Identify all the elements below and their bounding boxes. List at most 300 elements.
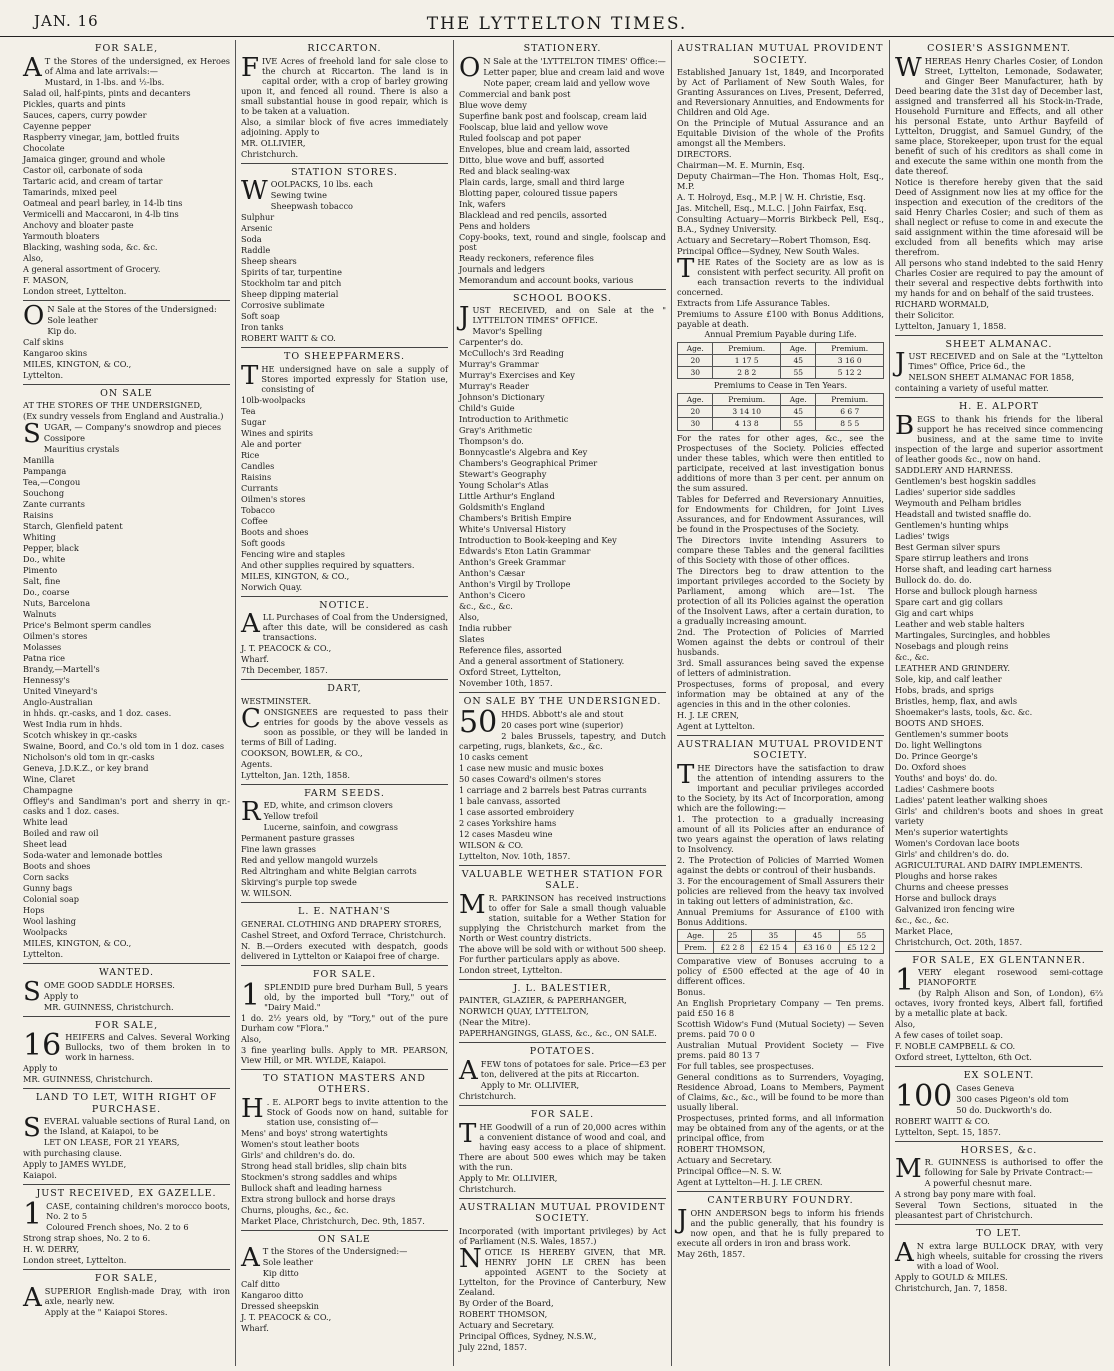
ad-line: Also, (459, 612, 480, 623)
table-cell: £5 12 2 (839, 941, 883, 953)
drop-capital: J (895, 348, 906, 379)
ad-line: Letter paper, blue and cream laid and wove (483, 66, 665, 77)
ad-body (23, 1197, 230, 1266)
table-cell: £2 2 8 (714, 941, 752, 953)
ad-line: For the rates for other ages, &c., see the Prospectuses of the Society. Policies effected under these tables, which were then entitled to participate, received at last investigation bonus additions of more than 3 per cent. per annum on the sum assured. (677, 432, 884, 493)
drop-capital: M (459, 889, 486, 920)
advertisement (895, 952, 1103, 1068)
advertisement (459, 40, 666, 290)
table-cell: Age. (780, 342, 815, 354)
ad-heading: COSIER'S ASSIGNMENT. (927, 43, 1071, 54)
ad-line: SOME GOOD SADDLE HORSES. (23, 976, 175, 1007)
ad-line: ASUPERIOR English-made Dray, with iron axle, nearly new. (23, 1282, 230, 1313)
ad-heading: FOR SALE. (530, 1109, 595, 1121)
ad-line: THE Goodwill of a run of 20,000 acres within a convenient distance of wood and coal, and having easy access to a place of shipment. There are about 500 ewes which may be taken with the run. (459, 1118, 666, 1172)
ad-line: Anthon's Greek Grammar (459, 557, 566, 568)
large-numeral: 16 (23, 1028, 62, 1064)
ad-line: Wharf. (241, 654, 269, 665)
ad-line: Sugar (241, 416, 266, 427)
ad-line: Nuts, Barcelona (23, 598, 91, 609)
ad-line: Edwards's Eton Latin Grammar (459, 546, 591, 557)
ad-line: NOTICE IS HEREBY GIVEN, that MR. HENRY JOHN LE CREN has been appointed AGENT to the Society at Lyttelton, for the Province of Canterbury, New Zealand. (459, 1243, 666, 1297)
ad-heading: FOR SALE, (94, 1019, 159, 1031)
ad-line: Pampanga (23, 466, 67, 477)
ad-line: Wool lashing (23, 916, 77, 927)
ad-heading: HORSES, &c. (960, 1144, 1038, 1156)
ad-line: Boiled and raw oil (23, 828, 99, 839)
ad-heading: FARM SEEDS. (304, 787, 385, 799)
ad-line: ROBERT THOMSON, (677, 1143, 766, 1154)
ad-line: Soda-water and lemonade bottles (23, 850, 163, 861)
advertisement-columns (18, 40, 1110, 1366)
ad-line: United Vineyard's (23, 686, 98, 697)
ad-line: AFEW tons of potatoes for sale. Price—£3 per ton, delivered at the pits at Riccarton. (459, 1056, 666, 1087)
ad-line: Do., coarse (23, 587, 70, 598)
ad-line: Soft soap (241, 311, 280, 322)
ad-line: Salt, fine (23, 576, 61, 587)
ad-line: DIRECTORS. (677, 149, 732, 160)
advertisement (241, 597, 448, 681)
ad-line: White's Universal History (459, 524, 566, 535)
advertisement (241, 680, 448, 785)
ad-line: Tartaric acid, and cream of tartar (23, 175, 163, 186)
ad-line: The Directors beg to draw attention to the important privileges accorded to the Society by Parliament, among which are—1st. The protection of all its Policies against the operation of the Insolvent Laws, after a certain duration, to a gradually increasing amount. (677, 565, 884, 626)
ad-line: Gig and cart whips (895, 607, 974, 618)
ad-line: Tea,—Congou (23, 477, 81, 488)
ad-line: Apply to (43, 990, 79, 1001)
ad-line: with purchasing clause. (23, 1148, 122, 1159)
ad-line: RICHARD WORMALD, (895, 298, 989, 309)
ad-line: Ale and porter (241, 438, 302, 449)
ad-line: Manilla (23, 455, 55, 466)
ad-line: Horse and bullock plough harness (895, 585, 1038, 596)
ad-line: May 26th, 1857. (677, 1248, 746, 1259)
advertisement (677, 1192, 884, 1263)
ad-line: MILES, KINGTON, & CO., (23, 358, 132, 369)
ad-line: Hennessy's (23, 675, 70, 686)
drop-capital: T (677, 254, 695, 285)
ad-heading: FOR SALE, (94, 1273, 159, 1285)
ad-line: Girls' and children's boots and shoes in great variety (895, 805, 1103, 826)
drop-capital: A (23, 52, 42, 83)
ad-line: Established January 1st, 1849, and Incorporated by Act of Parliament of New South Wales, for Granting Assurances on Lives, Present, Deferred, and Reversionary Annuities, and Endowments for Children and Old Age. (677, 67, 884, 118)
ad-line: Do., white (23, 554, 66, 565)
ad-heading: STATION STORES. (291, 166, 398, 178)
ad-line: London street, Lyttelton. (459, 964, 563, 975)
ad-line: Girls' and children's do. do. (895, 848, 1010, 859)
ad-line: MILES, KINGTON, & CO., (241, 570, 350, 581)
ad-line: Murray's Reader (459, 381, 529, 392)
ad-line: GENERAL CLOTHING AND DRAPERY STORES, (241, 919, 442, 930)
ad-line: Raisins (23, 510, 54, 521)
ad-line: Shoemaker's lasts, tools, &c. &c. (895, 706, 1033, 717)
ad-line: Norwich Quay. (241, 581, 303, 592)
ad-line: J. T. PEACOCK & CO., (241, 1312, 332, 1323)
ad-line: Walnuts (23, 609, 57, 620)
ad-line: Sheep shears (241, 256, 297, 267)
ad-line: Corn sacks (23, 872, 69, 883)
ad-line: Also, (895, 1019, 916, 1030)
advertisement (241, 1070, 448, 1231)
drop-capital: A (241, 1243, 260, 1274)
advertisement (23, 301, 230, 385)
ad-line: London street, Lyttelton. (23, 285, 127, 296)
ad-line: SPLENDID pure bred Durham Bull, 5 years old, by the imported bull "Tory," out of "Dairy Maid." (264, 981, 448, 1012)
ad-line: Oxford Street, Lyttelton, (459, 667, 562, 678)
ad-line: (by Ralph Alison and Son, of London), 6⅔ octaves, ivory fronted keys, Albert fall, fortified by a metallic plate at back. (895, 988, 1103, 1019)
advertisement (23, 385, 230, 965)
ad-line: CASE, containing children's morocco boots, No. 2 to 5 (46, 1201, 230, 1222)
ad-line: Lyttelton, Jan. 12th, 1858. (241, 769, 350, 780)
advertisement (241, 785, 448, 904)
table-cell: 6 6 7 (816, 406, 884, 418)
ad-line: Actuary and Secretary. (459, 1319, 555, 1330)
ad-heading: FOR SALE, EX GLENTANNER. (912, 954, 1086, 966)
ad-line: W. WILSON. (241, 888, 292, 899)
ad-line: Permanent pasture grasses (241, 833, 355, 844)
ad-line: (Near the Mitre). (459, 1017, 531, 1028)
ad-line: All persons who stand indebted to the said Henry Charles Cosier are required to pay the amount of their several and respective debts forthwith into my hands for and on behalf of the said trustees. (895, 257, 1103, 298)
ad-line: Tobacco (241, 504, 275, 515)
ad-line: A general assortment of Grocery. (23, 263, 161, 274)
ad-line: 50 do. Duckworth's do. (956, 1104, 1053, 1115)
ad-line: Sole, kip, and calf leather (895, 673, 1002, 684)
table-cell: Premium. (713, 394, 781, 406)
ad-line: Little Arthur's England (459, 491, 555, 502)
rate-table (677, 393, 884, 430)
ad-line: Dressed sheepskin (241, 1301, 319, 1312)
ad-line: Women's Cordovan lace boots (895, 837, 1020, 848)
ad-line: Gunny bags (23, 883, 73, 894)
table-cell: Age. (678, 394, 713, 406)
ad-line: Nicholson's old tom in qr.-casks (23, 752, 155, 763)
ad-line: Tables for Deferred and Reversionary Annuities, for Endowments for Children, for Joint Lives Assurances, and for Endowment Assurances, will be found in the Prospectuses of the Society. (677, 493, 884, 534)
ad-line: Christchurch, Oct. 20th, 1857. (895, 936, 1023, 947)
drop-capital: S (23, 976, 41, 1007)
advertisement (23, 1017, 230, 1090)
ad-heading: RICCARTON. (307, 43, 382, 54)
ad-line: Agent at Lyttelton—H. J. LE CREN. (677, 1176, 823, 1187)
advertisement (23, 1089, 230, 1185)
ad-line: O N Sale at the Stores of the Undersigned: (23, 300, 217, 331)
table-cell: Age. (678, 929, 714, 941)
ad-line: Boots and shoes (241, 526, 309, 537)
ad-line: Extra strong bullock and horse drays (241, 1193, 396, 1204)
ad-line: Cases Geneva (956, 1082, 1015, 1093)
ad-line: Blue wove demy (459, 99, 527, 110)
ad-heading: L. E. NATHAN'S (298, 906, 391, 918)
ad-heading: JUST RECEIVED, EX GAZELLE. (36, 1188, 217, 1200)
ad-heading: CANTERBURY FOUNDRY. (707, 1194, 854, 1206)
table-cell: £3 16 0 (795, 941, 839, 953)
ad-heading: J. L. BALESTIER, (513, 982, 612, 994)
ad-line: A. T. Holroyd, Esq., M.P. | W. H. Christie, Esq. (677, 192, 866, 203)
ad-line: Sole leather (262, 1257, 314, 1268)
ad-line: On the Principle of Mutual Assurance and an Equitable Division of the whole of the Profits amongst all the Members. (677, 118, 884, 149)
ad-line: Principal Office—N. S. W. (677, 1165, 782, 1176)
advertisement (23, 1270, 230, 1321)
drop-capital: C (241, 703, 261, 734)
ad-line: Ready reckoners, reference files (459, 252, 594, 263)
ad-line: Churns and cheese presses (895, 881, 1009, 892)
ad-line: Lyttelton, Sept. 15, 1857. (895, 1126, 1001, 1137)
ad-line: 3 fine yearling bulls. Apply to MR. PEARSON, View Hill, or MR. WYLDE, Kaiapoi. (241, 1044, 448, 1065)
ad-line: 2 bales Brussels, tapestry, and Dutch carpeting, rugs, blankets, &c., &c. (459, 730, 666, 751)
ad-line: Kaiapoi. (23, 1170, 57, 1181)
ad-line: Oilmen's stores (23, 631, 88, 642)
ad-line: their Solicitor. (895, 309, 955, 320)
ad-line: Raddle (241, 245, 271, 256)
ad-line: AGRICULTURAL AND DAIRY IMPLEMENTS. (895, 859, 1083, 870)
table-caption: Premiums to Cease in Ten Years. (713, 381, 847, 391)
ad-line: Also, a similar block of five acres immediately adjoining. Apply to (241, 116, 448, 137)
ad-line: HEIFERS and Calves. Several Working Bullocks, two of them broken in to work in harness. (65, 1032, 230, 1063)
ad-line: India rubber (459, 623, 512, 634)
table-cell: 35 (751, 929, 795, 941)
advertisement (895, 1067, 1103, 1142)
ad-line: 2 cases Yorkshire hams (459, 817, 557, 828)
ad-line: 2. The Protection of Policies of Married Women against the debts or controul of their husbands. (677, 854, 884, 875)
table-cell: 55 (780, 367, 815, 379)
ad-line: Plain cards, large, small and third large (459, 176, 625, 187)
ad-line: Yellow trefoil (263, 811, 319, 822)
ad-line: Incorporated (with important privileges) by Act of Parliament (N.S. Wales, 1857.) (459, 1225, 666, 1246)
ad-line: Also, (23, 252, 44, 263)
ad-line: Goldsmith's England (459, 502, 546, 513)
ad-line: Commercial and bank post (459, 88, 571, 99)
ad-line: Pens and holders (459, 220, 531, 231)
ad-line: Chocolate (23, 142, 65, 153)
ad-line: Red and yellow mangold wurzels (241, 855, 378, 866)
advertisement (241, 40, 448, 164)
ad-line: Yarmouth bloaters (23, 230, 100, 241)
ad-line: MR. GUINNESS, Christchurch. (23, 1074, 153, 1085)
ad-heading: ON SALE BY THE UNDERSIGNED. (463, 696, 662, 708)
ad-line: THE undersigned have on sale a supply of Stores imported expressly for Station use, consisting of (241, 360, 448, 394)
ad-line: Apply to Mr. OLLIVIER, (480, 1080, 580, 1091)
table-cell: 45 (795, 929, 839, 941)
ad-line: Red Altringham and white Belgian carrots (241, 866, 417, 877)
ad-line: Lyttelton, Nov. 10th, 1857. (459, 850, 571, 861)
ad-line: COOKSON, BOWLER, & CO., (241, 747, 363, 758)
ad-line: Mauritius crystals (43, 444, 120, 455)
ad-line: An English Proprietary Company — Ten prems. paid £50 16 8 (677, 997, 884, 1018)
ad-line: Souchong (23, 488, 65, 499)
ad-line: Starch, Glenfield patent (23, 521, 123, 532)
ad-line: Ladies' superior side saddles (895, 486, 1016, 497)
ad-line: Blacklead and red pencils, assorted (459, 209, 607, 220)
advertisement (895, 336, 1103, 399)
drop-capital: W (895, 52, 922, 83)
ad-line: Iron tanks (241, 322, 284, 333)
drop-capital: S (23, 1113, 41, 1144)
ad-line: Apply to Mr. OLLIVIER, (459, 1172, 558, 1183)
ad-line: Notice is therefore hereby given that the said Deed of Assignment now lies at my office for the inspection and execution of the creditors of the said Henry Charles Cosier; and such of them as shall neglect or refuse to come in and execute the said assignment within the time aforesaid will be excluded from all benefits which may arise therefrom. (895, 176, 1104, 257)
ad-line: Chambers's British Empire (459, 513, 572, 524)
ad-line: WHEREAS Henry Charles Cosier, of London Street, Lyttelton, Lemonade, Sodawater, and Ginger Beer Manufacturer, hath by Deed bearing date the 31st day of December last, assigned and transferred all his Stock-in-Trade, Household Furniture and Effects, and all other his personal Estate, unto Arthur Bayfeild of Lyttelton, Druggist, and Samuel Gundry, of the same place, Storekeeper, upon trust for the equal benefit of such of his creditors as shall come in and execute the same within one month from the date thereof. (895, 52, 1103, 176)
ad-line: Do. light Wellingtons (895, 739, 982, 750)
ad-line: Headstall and twisted snaffle do. (895, 508, 1032, 519)
ad-heading: FOR SALE, (94, 43, 159, 54)
ad-line: Introduction to Arithmetic (459, 414, 569, 425)
ad-line: Coloured French shoes, No. 2 to 6 (46, 1222, 189, 1233)
drop-capital: T (241, 360, 259, 391)
table-cell: 55 (780, 418, 815, 430)
drop-capital: A (459, 1056, 478, 1087)
ad-line: Skirving's purple top swede (241, 877, 357, 888)
drop-capital: W (241, 176, 268, 207)
ad-line: Comparative view of Bonuses accruing to a policy of £500 effected at the age of 40 in different offices. (677, 955, 884, 986)
ad-line: Fencing wire and staples (241, 548, 345, 559)
ad-line: THE Rates of the Society are as low as is consistent with perfect security. All profit on each transaction reverts to the individual concerned. (677, 254, 884, 298)
advertisement (459, 693, 666, 866)
ad-line: Vermicelli and Maccaroni, in 4-lb tins (23, 208, 179, 219)
ad-line: containing a variety of useful matter. (895, 383, 1049, 394)
ad-line: Murray's Grammar (459, 359, 539, 370)
large-numeral: 1 (895, 963, 915, 999)
ad-line: Tamarinds, mixed peel (23, 186, 118, 197)
table-cell: 20 (678, 355, 713, 367)
ad-line: Bullock shaft and leading harness (241, 1182, 382, 1193)
ad-heading: STATIONERY. (523, 43, 602, 54)
ad-line: NORWICH QUAY, LYTTELTON, (459, 1006, 589, 1017)
ad-line: 20 cases port wine (superior) (501, 719, 624, 730)
table-cell: Prem. (678, 941, 714, 953)
table-cell: 1 17 5 (713, 355, 781, 367)
ad-line: Market Place, Christchurch, Dec. 9th, 1857. (241, 1215, 425, 1226)
ad-line: Cashel Street, and Oxford Terrace, Christchurch. (241, 930, 446, 941)
ad-line: Lyttelton. (23, 949, 64, 960)
ad-line: Several Town Sections, situated in the pleasantest part of Christchurch. (895, 1200, 1103, 1221)
advertisement (895, 1225, 1103, 1297)
drop-capital: M (895, 1154, 922, 1185)
ad-line: BOOTS AND SHOES. (895, 717, 984, 728)
advertisement (459, 980, 666, 1044)
ad-line: Bullock do. do. do. (895, 574, 972, 585)
ad-line: Calf skins (23, 336, 64, 347)
advertisement (241, 966, 448, 1070)
ad-line: Foolscap, blue laid and yellow wove (459, 121, 609, 132)
ad-line: The above will be sold with or without 500 sheep. For further particulars apply as above. (459, 943, 666, 964)
ad-line: WESTMINSTER. (241, 695, 312, 706)
ad-line: General conditions as to Surrenders, Voyaging, Residence Abroad, Loans to Members, Payment of Claims, &c., &c., will be found to be more than usually liberal. (677, 1071, 884, 1112)
ad-line: Molasses (23, 642, 62, 653)
ad-line: A strong bay pony mare with foal. (895, 1189, 1036, 1200)
ad-line: Scotch whiskey in qr.-casks (23, 730, 137, 741)
ad-line: SADDLERY AND HARNESS. (895, 464, 1013, 475)
ad-line: (Ex sundry vessels from England and Australia.) (23, 411, 224, 422)
ad-heading: FOR SALE. (312, 969, 377, 981)
ad-line: Reference files, assorted (459, 645, 562, 656)
ad-body (23, 1028, 230, 1085)
ad-heading: SHEET ALMANAC. (945, 338, 1053, 350)
large-numeral: 1 (23, 1197, 43, 1233)
ad-line: Wharf. (241, 1323, 269, 1334)
ad-line: Oatmeal and pearl barley, in 14-lb tins (23, 197, 183, 208)
ad-line: WOOLPACKS, 10 lbs. each (241, 176, 374, 207)
advertisement (459, 1043, 666, 1106)
advertisement (241, 1231, 448, 1338)
ad-line: Anthon's Virgil by Trollope (459, 579, 571, 590)
ad-line: M R. PARKINSON has received instructions to offer for Sale a small though valuable station, suitable for a Wether Station for supplying the Christchurch market from the North or West country districts. (459, 889, 666, 943)
ad-line: MR. GUINNESS, Christchurch. (43, 1001, 174, 1012)
ad-line: And other supplies required by squatters. (241, 559, 415, 570)
rate-table (677, 342, 884, 379)
column-4 (672, 40, 890, 1366)
ad-line: Offley's and Sandiman's port and sherry in qr.-casks and 1 doz. cases. (23, 796, 230, 817)
table-cell: £2 15 4 (751, 941, 795, 953)
ad-line: VERY elegant rosewood semi-cottage PIANOFORTE (918, 967, 1103, 988)
ad-line: SUGAR, — Company's snowdrop and pieces (23, 419, 222, 450)
ad-line: Carpenter's do. (459, 337, 524, 348)
ad-line: 1. The protection to a gradually increasing amount of all its Policies after an endurance of two years against the operation of laws relating to Insolvency. (677, 813, 884, 854)
table-cell: 4 13 8 (713, 418, 781, 430)
ad-line: Hops (23, 905, 45, 916)
table-cell: Age. (780, 394, 815, 406)
ad-line: Bonus. (677, 986, 706, 997)
ad-line: &c., &c. (895, 651, 930, 662)
ad-line: Pimento (23, 565, 58, 576)
ad-line: 1 bale canvass, assorted (459, 795, 561, 806)
drop-capital: J (459, 302, 470, 333)
drop-capital: A (241, 609, 260, 640)
ad-line: A powerful chesnut mare. (924, 1178, 1032, 1189)
column-5 (890, 40, 1108, 1366)
ad-body (895, 1078, 1103, 1137)
ad-line: For full tables, see prospectuses. (677, 1060, 814, 1071)
advertisement (459, 866, 666, 980)
ad-line: Jamaica ginger, ground and whole (23, 153, 166, 164)
ad-line: Candles (241, 460, 275, 471)
ad-line: Women's stout leather boots (241, 1138, 360, 1149)
ad-line: Mavor's Spelling (472, 326, 543, 337)
ad-heading: TO SHEEPFARMERS. (284, 351, 405, 363)
ad-line: Gentlemen's hunting whips (895, 519, 1009, 530)
ad-line: Kip ditto (262, 1268, 299, 1279)
ad-line: Weymouth and Pelham bridles (895, 497, 1022, 508)
ad-line: F. MASON, (23, 274, 69, 285)
ad-line: in hhds. qr.-casks, and 1 doz. cases. (23, 708, 172, 719)
ad-line: Leather and web stable halters (895, 618, 1025, 629)
table-cell: 20 (678, 406, 713, 418)
ad-line: LET ON LEASE, FOR 21 YEARS, (43, 1137, 180, 1148)
ad-line: Bonnycastle's Algebra and Key (459, 447, 588, 458)
ad-line: Stockmen's strong saddles and whips (241, 1171, 397, 1182)
drop-capital: O (23, 300, 45, 331)
ad-line: Christchurch. (459, 1183, 517, 1194)
ad-line: Ladies' patent leather walking shoes (895, 794, 1048, 805)
ad-line: Wine, Claret (23, 774, 76, 785)
ad-line: JOHN ANDERSON begs to inform his friends and the public generally, that his foundry is now open, and that he is fully prepared to execute all orders in iron and brass work. (677, 1204, 884, 1248)
ad-line: 1 do. 2½ years old, by "Tory," out of the pure Durham cow "Flora." (241, 1012, 448, 1033)
ad-line: Pepper, black (23, 543, 79, 554)
ad-line: F. NOBLE CAMPBELL & CO. (895, 1041, 1016, 1052)
ad-line: Envelopes, blue and cream laid, assorted (459, 143, 631, 154)
ad-line: Strong strap shoes, No. 2 to 6. (23, 1233, 151, 1244)
issue-date: JAN. 16 (34, 12, 99, 30)
drop-capital: O (459, 52, 481, 83)
ad-line: Apply at the " Kaiapoi Stores. (44, 1306, 168, 1317)
ad-line: Martingales, Surcingles, and hobbles (895, 629, 1051, 640)
ad-line: Spare cart and gig collars (895, 596, 1003, 607)
ad-line: Market Place, (895, 925, 953, 936)
ad-line: A T the Stores of the Undersigned:— (241, 1243, 408, 1274)
ad-heading: NOTICE. (319, 599, 370, 611)
ad-line: Fine lawn grasses (241, 844, 316, 855)
ad-line: Ladies' twigs (895, 530, 950, 541)
ad-line: 1 case new music and music boxes (459, 762, 604, 773)
table-cell: 2 8 2 (713, 367, 781, 379)
